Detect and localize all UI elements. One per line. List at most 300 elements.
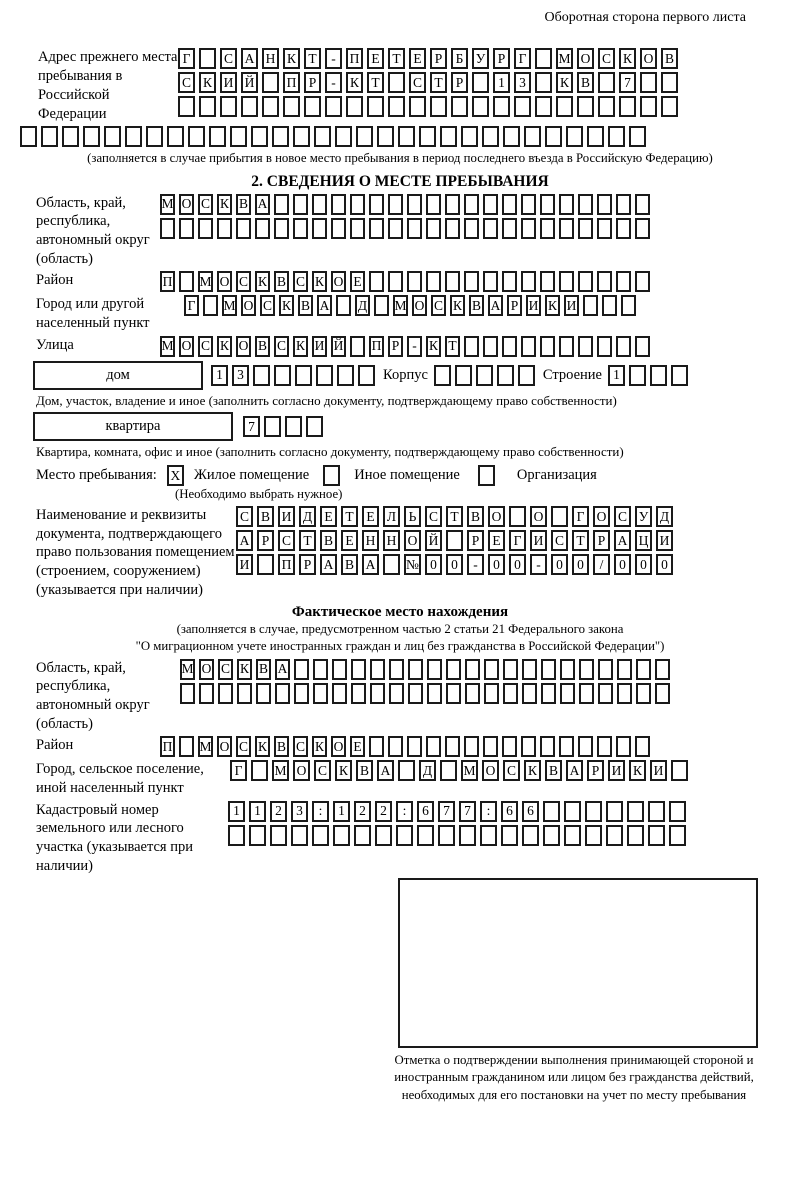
form-cell[interactable] (312, 194, 327, 215)
form-cell[interactable] (597, 336, 612, 357)
form-cell[interactable] (483, 736, 498, 757)
form-cell[interactable] (350, 218, 365, 239)
form-cell[interactable]: С (278, 530, 295, 551)
form-cell[interactable] (446, 659, 461, 680)
form-cell[interactable]: А (566, 760, 583, 781)
form-cell[interactable]: О (593, 506, 610, 527)
form-cell[interactable] (619, 96, 636, 117)
form-cell[interactable]: Д (299, 506, 316, 527)
form-cell[interactable]: 6 (417, 801, 434, 822)
form-cell[interactable]: К (619, 48, 636, 69)
form-cell[interactable]: К (545, 295, 560, 316)
form-cell[interactable]: О (179, 336, 194, 357)
form-cell[interactable]: П (346, 48, 363, 69)
form-cell[interactable] (627, 825, 644, 846)
form-cell[interactable]: И (564, 295, 579, 316)
form-cell[interactable]: А (275, 659, 290, 680)
form-cell[interactable] (616, 736, 631, 757)
form-cell[interactable] (427, 683, 442, 704)
form-cell[interactable] (502, 336, 517, 357)
form-cell[interactable] (465, 659, 480, 680)
form-cell[interactable] (312, 825, 329, 846)
form-cell[interactable]: К (283, 48, 300, 69)
form-cell[interactable]: К (524, 760, 541, 781)
form-cell[interactable]: - (325, 72, 342, 93)
form-cell[interactable]: 2 (354, 801, 371, 822)
form-cell[interactable] (264, 416, 281, 437)
form-cell[interactable] (484, 683, 499, 704)
form-cell[interactable]: 0 (446, 554, 463, 575)
form-cell[interactable]: 0 (572, 554, 589, 575)
form-cell[interactable]: / (593, 554, 610, 575)
form-cell[interactable]: С (293, 736, 308, 757)
form-cell[interactable] (535, 72, 552, 93)
form-cell[interactable]: С (260, 295, 275, 316)
form-cell[interactable] (146, 126, 163, 147)
form-cell[interactable] (521, 736, 536, 757)
form-cell[interactable] (332, 683, 347, 704)
form-cell[interactable] (540, 336, 555, 357)
form-cell[interactable] (274, 194, 289, 215)
form-cell[interactable] (445, 218, 460, 239)
form-cell[interactable] (522, 659, 537, 680)
form-cell[interactable]: Т (446, 506, 463, 527)
form-cell[interactable]: К (255, 271, 270, 292)
form-cell[interactable] (369, 218, 384, 239)
form-cell[interactable] (236, 218, 251, 239)
form-cell[interactable] (465, 683, 480, 704)
form-cell[interactable]: В (257, 506, 274, 527)
form-cell[interactable] (640, 72, 657, 93)
form-cell[interactable]: И (236, 554, 253, 575)
form-cell[interactable]: О (577, 48, 594, 69)
form-cell[interactable] (635, 194, 650, 215)
form-cell[interactable] (445, 194, 460, 215)
form-cell[interactable]: 0 (425, 554, 442, 575)
form-cell[interactable]: 0 (635, 554, 652, 575)
form-cell[interactable]: Г (572, 506, 589, 527)
form-cell[interactable] (502, 271, 517, 292)
form-cell[interactable]: Т (430, 72, 447, 93)
form-cell[interactable] (388, 736, 403, 757)
form-cell[interactable] (616, 336, 631, 357)
form-cell[interactable] (304, 96, 321, 117)
form-cell[interactable]: С (178, 72, 195, 93)
form-cell[interactable] (650, 365, 667, 386)
form-cell[interactable] (518, 365, 535, 386)
form-cell[interactable] (598, 659, 613, 680)
form-cell[interactable]: Ц (635, 530, 652, 551)
form-cell[interactable] (249, 825, 266, 846)
form-cell[interactable]: О (331, 271, 346, 292)
form-cell[interactable]: Н (383, 530, 400, 551)
form-cell[interactable] (509, 506, 526, 527)
form-cell[interactable]: Р (388, 336, 403, 357)
form-cell[interactable] (503, 659, 518, 680)
form-cell[interactable]: С (198, 336, 213, 357)
form-cell[interactable] (178, 96, 195, 117)
form-cell[interactable] (587, 126, 604, 147)
form-cell[interactable] (417, 825, 434, 846)
form-cell[interactable]: О (217, 271, 232, 292)
form-cell[interactable]: Р (451, 72, 468, 93)
form-cell[interactable] (312, 218, 327, 239)
form-cell[interactable] (408, 659, 423, 680)
form-cell[interactable]: В (255, 336, 270, 357)
form-cell[interactable]: Е (350, 736, 365, 757)
form-cell[interactable]: В (661, 48, 678, 69)
form-cell[interactable]: С (409, 72, 426, 93)
form-cell[interactable] (217, 218, 232, 239)
form-cell[interactable]: : (396, 801, 413, 822)
form-cell[interactable] (369, 194, 384, 215)
form-cell[interactable]: О (488, 506, 505, 527)
form-cell[interactable]: С (236, 736, 251, 757)
form-cell[interactable] (671, 365, 688, 386)
form-cell[interactable] (316, 365, 333, 386)
form-cell[interactable]: С (220, 48, 237, 69)
form-cell[interactable]: О (482, 760, 499, 781)
form-cell[interactable] (209, 126, 226, 147)
form-cell[interactable]: А (320, 554, 337, 575)
form-cell[interactable]: Г (230, 760, 247, 781)
form-cell[interactable] (257, 554, 274, 575)
form-cell[interactable]: Е (488, 530, 505, 551)
form-cell[interactable] (606, 825, 623, 846)
form-cell[interactable] (521, 194, 536, 215)
form-cell[interactable] (535, 96, 552, 117)
form-cell[interactable]: К (426, 336, 441, 357)
form-cell[interactable] (629, 365, 646, 386)
form-cell[interactable] (564, 801, 581, 822)
form-cell[interactable] (459, 825, 476, 846)
form-cell[interactable] (483, 271, 498, 292)
form-cell[interactable]: Д (355, 295, 370, 316)
form-cell[interactable]: А (255, 194, 270, 215)
form-cell[interactable]: А (488, 295, 503, 316)
form-cell[interactable] (559, 736, 574, 757)
form-cell[interactable] (455, 365, 472, 386)
form-cell[interactable]: В (545, 760, 562, 781)
form-cell[interactable] (521, 271, 536, 292)
form-cell[interactable] (283, 96, 300, 117)
form-cell[interactable] (578, 271, 593, 292)
form-cell[interactable] (648, 801, 665, 822)
form-cell[interactable]: : (480, 801, 497, 822)
form-cell[interactable] (503, 683, 518, 704)
form-cell[interactable] (370, 683, 385, 704)
form-cell[interactable]: 0 (509, 554, 526, 575)
form-cell[interactable] (41, 126, 58, 147)
form-cell[interactable] (522, 683, 537, 704)
form-cell[interactable] (20, 126, 37, 147)
form-cell[interactable]: С (236, 271, 251, 292)
form-cell[interactable] (559, 218, 574, 239)
form-cell[interactable]: О (217, 736, 232, 757)
form-cell[interactable]: С (551, 530, 568, 551)
form-cell[interactable] (388, 72, 405, 93)
form-cell[interactable] (617, 683, 632, 704)
form-cell[interactable] (597, 736, 612, 757)
form-cell[interactable] (407, 194, 422, 215)
form-cell[interactable]: В (274, 736, 289, 757)
form-cell[interactable] (369, 271, 384, 292)
form-cell[interactable]: 0 (551, 554, 568, 575)
form-cell[interactable] (251, 126, 268, 147)
form-cell[interactable] (199, 683, 214, 704)
form-cell[interactable]: И (220, 72, 237, 93)
form-cell[interactable] (104, 126, 121, 147)
form-cell[interactable]: О (241, 295, 256, 316)
form-cell[interactable] (583, 295, 598, 316)
form-cell[interactable]: О (236, 336, 251, 357)
form-cell[interactable]: О (179, 194, 194, 215)
form-cell[interactable] (389, 659, 404, 680)
form-cell[interactable]: М (393, 295, 408, 316)
form-cell[interactable] (472, 96, 489, 117)
form-cell[interactable] (179, 218, 194, 239)
form-cell[interactable] (125, 126, 142, 147)
form-cell[interactable] (482, 126, 499, 147)
form-cell[interactable]: Д (419, 760, 436, 781)
form-cell[interactable] (464, 194, 479, 215)
form-cell[interactable] (579, 659, 594, 680)
form-cell[interactable]: М (222, 295, 237, 316)
form-cell[interactable] (179, 736, 194, 757)
form-cell[interactable]: Й (331, 336, 346, 357)
form-cell[interactable] (336, 295, 351, 316)
form-cell[interactable]: С (236, 506, 253, 527)
form-cell[interactable] (323, 465, 340, 486)
form-cell[interactable] (430, 96, 447, 117)
form-cell[interactable]: 7 (243, 416, 260, 437)
form-cell[interactable]: П (160, 736, 175, 757)
form-cell[interactable]: Е (341, 530, 358, 551)
form-cell[interactable]: Р (493, 48, 510, 69)
form-cell[interactable] (255, 218, 270, 239)
form-cell[interactable]: 0 (614, 554, 631, 575)
form-cell[interactable] (398, 126, 415, 147)
form-cell[interactable]: В (320, 530, 337, 551)
form-cell[interactable] (503, 126, 520, 147)
form-cell[interactable] (375, 825, 392, 846)
form-cell[interactable]: Е (350, 271, 365, 292)
form-cell[interactable] (585, 825, 602, 846)
form-cell[interactable] (578, 194, 593, 215)
form-cell[interactable] (559, 336, 574, 357)
form-cell[interactable] (543, 825, 560, 846)
form-cell[interactable] (409, 96, 426, 117)
form-cell[interactable] (426, 194, 441, 215)
form-cell[interactable] (502, 736, 517, 757)
form-cell[interactable]: К (450, 295, 465, 316)
form-cell[interactable]: А (614, 530, 631, 551)
form-cell[interactable] (635, 271, 650, 292)
form-cell[interactable] (445, 271, 460, 292)
form-cell[interactable] (640, 96, 657, 117)
form-cell[interactable] (616, 194, 631, 215)
form-cell[interactable] (337, 365, 354, 386)
form-cell[interactable]: К (312, 736, 327, 757)
form-cell[interactable] (160, 218, 175, 239)
form-cell[interactable]: Т (388, 48, 405, 69)
form-cell[interactable]: 0 (488, 554, 505, 575)
form-cell[interactable]: В (469, 295, 484, 316)
form-cell[interactable] (597, 194, 612, 215)
form-cell[interactable] (434, 365, 451, 386)
form-cell[interactable] (540, 736, 555, 757)
form-cell[interactable] (521, 336, 536, 357)
form-cell[interactable] (199, 96, 216, 117)
form-cell[interactable] (294, 659, 309, 680)
form-cell[interactable]: С (218, 659, 233, 680)
form-cell[interactable] (374, 295, 389, 316)
form-cell[interactable]: С (198, 194, 213, 215)
form-cell[interactable] (293, 194, 308, 215)
form-cell[interactable]: Т (572, 530, 589, 551)
form-cell[interactable]: К (237, 659, 252, 680)
form-cell[interactable] (438, 825, 455, 846)
form-cell[interactable] (241, 96, 258, 117)
form-cell[interactable] (332, 659, 347, 680)
form-cell[interactable]: К (293, 336, 308, 357)
form-cell[interactable] (497, 365, 514, 386)
form-cell[interactable]: У (472, 48, 489, 69)
form-cell[interactable]: 3 (291, 801, 308, 822)
form-cell[interactable]: О (404, 530, 421, 551)
form-cell[interactable]: М (160, 194, 175, 215)
form-cell[interactable] (464, 736, 479, 757)
form-cell[interactable]: И (526, 295, 541, 316)
form-cell[interactable] (237, 683, 252, 704)
form-cell[interactable] (585, 801, 602, 822)
form-cell[interactable] (83, 126, 100, 147)
form-cell[interactable]: К (312, 271, 327, 292)
form-cell[interactable] (262, 96, 279, 117)
form-cell[interactable] (407, 271, 422, 292)
form-cell[interactable]: К (217, 336, 232, 357)
form-cell[interactable] (446, 683, 461, 704)
form-cell[interactable]: Р (299, 554, 316, 575)
form-cell[interactable]: - (325, 48, 342, 69)
form-cell[interactable] (541, 659, 556, 680)
form-cell[interactable] (502, 218, 517, 239)
form-cell[interactable]: Р (467, 530, 484, 551)
form-cell[interactable] (598, 72, 615, 93)
form-cell[interactable] (484, 659, 499, 680)
form-cell[interactable] (476, 365, 493, 386)
form-cell[interactable] (383, 554, 400, 575)
form-cell[interactable]: 2 (270, 801, 287, 822)
form-cell[interactable] (540, 194, 555, 215)
form-cell[interactable]: В (577, 72, 594, 93)
form-cell[interactable] (426, 218, 441, 239)
form-cell[interactable]: Н (362, 530, 379, 551)
form-cell[interactable] (407, 218, 422, 239)
form-cell[interactable] (579, 683, 594, 704)
form-cell[interactable]: А (362, 554, 379, 575)
form-cell[interactable]: 3 (232, 365, 249, 386)
form-cell[interactable]: Р (430, 48, 447, 69)
form-cell[interactable] (426, 271, 441, 292)
form-cell[interactable] (388, 218, 403, 239)
form-cell[interactable] (272, 126, 289, 147)
form-cell[interactable] (419, 126, 436, 147)
form-cell[interactable] (253, 365, 270, 386)
form-cell[interactable] (540, 271, 555, 292)
form-cell[interactable]: П (278, 554, 295, 575)
form-cell[interactable]: 6 (501, 801, 518, 822)
form-cell[interactable] (617, 659, 632, 680)
form-cell[interactable]: О (412, 295, 427, 316)
form-cell[interactable] (251, 760, 268, 781)
form-cell[interactable]: П (369, 336, 384, 357)
form-cell[interactable]: К (217, 194, 232, 215)
form-cell[interactable] (661, 96, 678, 117)
form-cell[interactable]: И (530, 530, 547, 551)
form-cell[interactable]: Е (362, 506, 379, 527)
form-cell[interactable]: Р (593, 530, 610, 551)
form-cell[interactable] (521, 218, 536, 239)
form-cell[interactable] (577, 96, 594, 117)
form-cell[interactable]: 1 (211, 365, 228, 386)
form-cell[interactable] (351, 683, 366, 704)
form-cell[interactable] (522, 825, 539, 846)
form-cell[interactable] (464, 218, 479, 239)
form-cell[interactable] (635, 736, 650, 757)
form-cell[interactable]: 7 (459, 801, 476, 822)
form-cell[interactable]: Г (178, 48, 195, 69)
form-cell[interactable]: К (255, 736, 270, 757)
form-cell[interactable]: С (614, 506, 631, 527)
form-cell[interactable] (228, 825, 245, 846)
form-cell[interactable]: С (425, 506, 442, 527)
form-cell[interactable] (370, 659, 385, 680)
form-cell[interactable]: С (503, 760, 520, 781)
form-cell[interactable] (408, 683, 423, 704)
form-cell[interactable] (451, 96, 468, 117)
form-cell[interactable]: О (199, 659, 214, 680)
form-cell[interactable] (661, 72, 678, 93)
form-cell[interactable] (483, 194, 498, 215)
form-cell[interactable] (198, 218, 213, 239)
form-cell[interactable]: 2 (375, 801, 392, 822)
form-cell[interactable] (598, 96, 615, 117)
form-cell[interactable] (262, 72, 279, 93)
form-cell[interactable]: В (356, 760, 373, 781)
form-cell[interactable] (564, 825, 581, 846)
form-cell[interactable] (655, 659, 670, 680)
form-cell[interactable] (203, 295, 218, 316)
form-cell[interactable] (616, 218, 631, 239)
form-cell[interactable] (350, 194, 365, 215)
form-cell[interactable]: 1 (228, 801, 245, 822)
form-cell[interactable] (313, 659, 328, 680)
form-cell[interactable] (648, 825, 665, 846)
form-cell[interactable]: 6 (522, 801, 539, 822)
form-cell[interactable]: О (640, 48, 657, 69)
form-cell[interactable]: В (256, 659, 271, 680)
form-cell[interactable] (325, 96, 342, 117)
form-cell[interactable] (377, 126, 394, 147)
form-cell[interactable]: И (608, 760, 625, 781)
form-cell[interactable]: Р (304, 72, 321, 93)
form-cell[interactable]: 1 (333, 801, 350, 822)
form-cell[interactable]: А (317, 295, 332, 316)
form-cell[interactable] (560, 683, 575, 704)
form-cell[interactable]: О (331, 736, 346, 757)
form-cell[interactable]: М (198, 736, 213, 757)
